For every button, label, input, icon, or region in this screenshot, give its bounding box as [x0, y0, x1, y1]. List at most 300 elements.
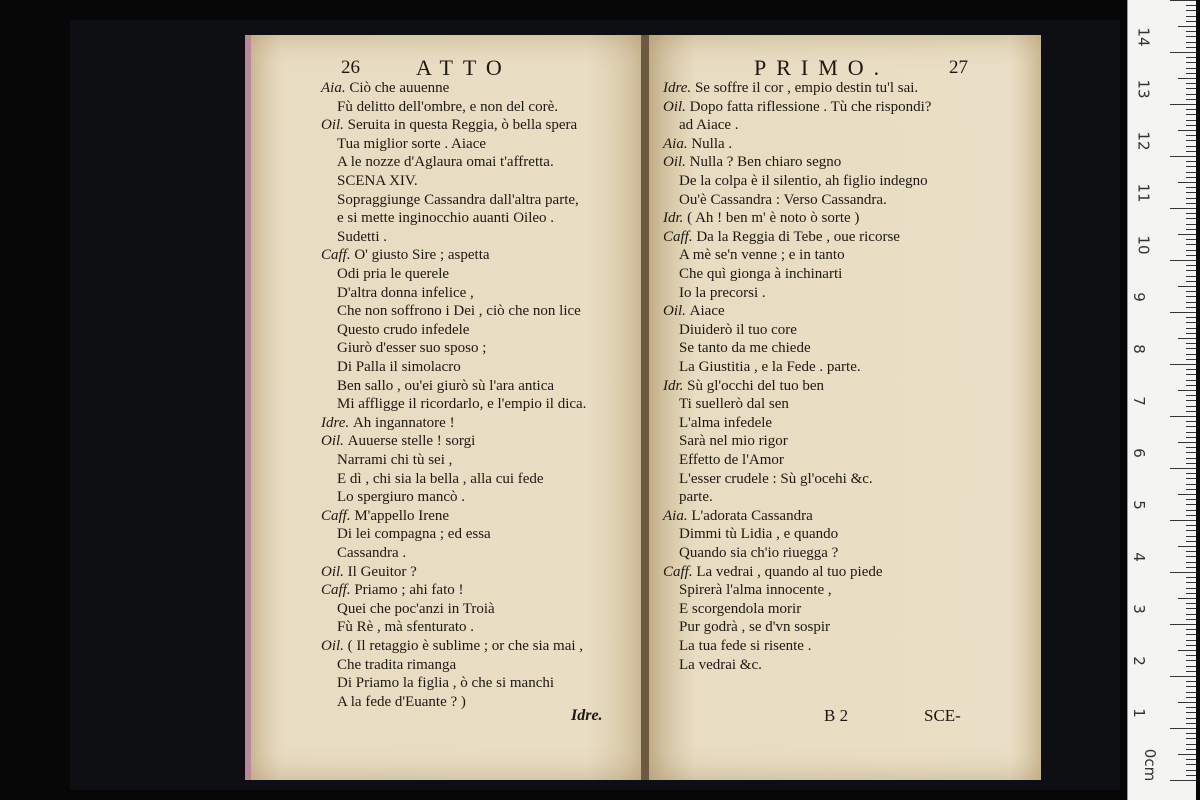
- right-page-number: 27: [949, 57, 968, 78]
- text-line: [337, 600, 495, 618]
- ruler-tick: [1186, 458, 1196, 459]
- ruler-tick: [1170, 0, 1196, 1]
- ruler-tick: [1178, 598, 1196, 599]
- text-line: [663, 135, 732, 153]
- ruler-tick: [1186, 291, 1196, 292]
- ruler-tick: [1186, 203, 1196, 204]
- text-line: [337, 395, 586, 413]
- text-line: [337, 451, 452, 469]
- left-catchword: Idre.: [571, 707, 603, 724]
- text-line: [337, 488, 465, 506]
- ruler-tick: [1186, 556, 1196, 557]
- ruler-tick: [1170, 676, 1196, 677]
- ruler-tick: [1186, 83, 1196, 84]
- ruler-tick: [1186, 166, 1196, 167]
- line-text: Che non soffrono i Dei , ciò che non lice: [337, 303, 581, 320]
- line-text: Pur godrà , se d'vn sospir: [679, 619, 831, 636]
- ruler-tick: [1186, 16, 1196, 17]
- ruler-tick: [1186, 31, 1196, 32]
- ruler-tick: [1186, 759, 1196, 760]
- ruler-tick: [1186, 515, 1196, 516]
- ruler-tick: [1186, 764, 1196, 765]
- ruler-tick: [1178, 390, 1196, 391]
- text-line: [337, 618, 474, 636]
- line-text: Priamo ; ahi fato !: [354, 582, 464, 599]
- ruler-tick: [1186, 614, 1196, 615]
- line-text: Fù Rè , mà sfenturato .: [337, 619, 475, 636]
- text-line: [679, 451, 784, 469]
- ruler-tick: [1186, 380, 1196, 381]
- line-text: Se soffre il cor , empio destin tu'l sai.: [694, 80, 919, 96]
- ruler-label: 6: [1129, 448, 1148, 458]
- ruler-tick: [1186, 135, 1196, 136]
- line-text: Narrami chi tù sei ,: [337, 452, 453, 468]
- line-text: Seruita in questa Reggia, ò bella spera: [347, 117, 578, 134]
- line-text: Ou'è Cassandra : Verso Cassandra.: [679, 191, 887, 208]
- ruler-tick: [1186, 239, 1196, 240]
- ruler-label: 1: [1129, 708, 1148, 718]
- ruler-tick: [1186, 588, 1196, 589]
- speaker-label: Oil.: [663, 303, 690, 320]
- line-text: La vedrai &c.: [679, 656, 762, 673]
- ruler-tick: [1178, 754, 1196, 755]
- ruler-tick: [1186, 489, 1196, 490]
- line-text: E dì , chi sia la bella , alla cui fede: [337, 470, 544, 487]
- ruler-label: 14: [1134, 27, 1153, 47]
- ruler-tick: [1186, 671, 1196, 672]
- text-line: [663, 228, 900, 246]
- ruler-tick: [1178, 442, 1196, 443]
- ruler-tick: [1186, 645, 1196, 646]
- ruler-tick: [1186, 400, 1196, 401]
- line-text: Quei che poc'anzi in Troià: [337, 600, 495, 617]
- ruler-tick: [1186, 62, 1196, 63]
- ruler-tick: [1186, 686, 1196, 687]
- ruler-tick: [1178, 546, 1196, 547]
- line-text: Sopraggiunge Cassandra dall'altra parte,: [337, 191, 579, 208]
- ruler-tick: [1170, 520, 1196, 521]
- ruler-tick: [1186, 666, 1196, 667]
- text-line: [337, 674, 554, 692]
- ruler-tick: [1186, 250, 1196, 251]
- line-text: L'alma infedele: [679, 414, 773, 431]
- text-line: [679, 637, 811, 655]
- ruler-tick: [1186, 525, 1196, 526]
- text-line: [679, 116, 739, 134]
- ruler-tick: [1186, 172, 1196, 173]
- ruler-tick: [1178, 702, 1196, 703]
- speaker-label: Aia.: [663, 135, 692, 152]
- ruler-tick: [1186, 47, 1196, 48]
- ruler-tick: [1186, 354, 1196, 355]
- ruler-tick: [1186, 718, 1196, 719]
- ruler-label: 8: [1129, 344, 1148, 354]
- signature-mark: B 2: [824, 706, 849, 725]
- text-line: [663, 302, 725, 320]
- ruler-tick: [1186, 5, 1196, 6]
- text-line: [321, 563, 417, 581]
- text-line: [337, 172, 418, 190]
- text-line: [321, 79, 449, 97]
- line-text: A le nozze d'Aglaura omai t'affretta.: [337, 154, 554, 171]
- line-text: De la colpa è il silentio, ah figlio indegno: [679, 173, 928, 189]
- ruler-tick: [1186, 125, 1196, 126]
- line-text: Auuerse stelle ! sorgi: [347, 433, 476, 450]
- text-line: [679, 432, 788, 450]
- ruler-label: 0cm: [1141, 748, 1160, 782]
- text-line: [321, 246, 490, 264]
- ruler-tick: [1170, 52, 1196, 53]
- ruler-tick: [1186, 244, 1196, 245]
- ruler-tick: [1186, 161, 1196, 162]
- line-text: Nulla ? Ben chiaro segno: [689, 154, 842, 171]
- line-text: L'adorata Cassandra: [691, 507, 813, 524]
- text-line: [679, 544, 838, 562]
- text-line: [679, 600, 801, 618]
- ruler-tick: [1186, 437, 1196, 438]
- speaker-label: Oil.: [321, 563, 348, 580]
- ruler-tick: [1186, 73, 1196, 74]
- ruler-tick: [1186, 541, 1196, 542]
- line-text: Sarà nel mio rigor: [679, 433, 788, 450]
- line-text: Spirerà l'alma innocente ,: [679, 582, 832, 599]
- line-text: Questo crudo infedele: [337, 321, 470, 338]
- ruler-tick: [1186, 749, 1196, 750]
- text-line: [679, 172, 928, 190]
- ruler-tick: [1186, 224, 1196, 225]
- ruler-label: 13: [1134, 79, 1153, 99]
- text-line: [663, 98, 931, 116]
- ruler-tick: [1186, 369, 1196, 370]
- ruler-tick: [1186, 744, 1196, 745]
- right-catchword: SCE-: [924, 706, 961, 725]
- ruler-tick: [1170, 208, 1196, 209]
- line-text: e si mette inginocchio auanti Oileo .: [337, 210, 555, 227]
- line-text: Diuiderò il tuo core: [679, 321, 797, 338]
- text-line: [663, 153, 841, 171]
- ruler-tick: [1186, 567, 1196, 568]
- ruler-tick: [1186, 255, 1196, 256]
- ruler-tick: [1170, 416, 1196, 417]
- ruler-tick: [1170, 468, 1196, 469]
- ruler-tick: [1186, 463, 1196, 464]
- ruler-tick: [1186, 348, 1196, 349]
- text-line: [337, 265, 449, 283]
- line-text: La tua fede si risente .: [679, 638, 812, 654]
- line-text: Ciò che auuenne: [349, 80, 450, 96]
- ruler-tick: [1186, 333, 1196, 334]
- text-line: [663, 507, 813, 525]
- ruler-tick: [1170, 156, 1196, 157]
- text-line: [679, 321, 797, 339]
- line-text: Che quì gionga à inchinarti: [679, 266, 843, 282]
- ruler-tick: [1186, 296, 1196, 297]
- text-line: [679, 246, 845, 264]
- ruler-label: 12: [1134, 131, 1153, 151]
- speaker-label: Caff.: [663, 563, 697, 580]
- line-text: Fù delitto dell'ombre, e non del corè.: [337, 98, 558, 115]
- ruler-tick: [1170, 104, 1196, 105]
- left-page: [245, 35, 647, 780]
- ruler-tick: [1186, 385, 1196, 386]
- line-text: Ah ingannatore !: [352, 414, 455, 431]
- ruler-label: 4: [1129, 552, 1148, 562]
- ruler-tick: [1178, 286, 1196, 287]
- speaker-label: Caff.: [321, 582, 355, 599]
- text-line: [679, 414, 772, 432]
- text-line: [337, 358, 461, 376]
- ruler-tick: [1186, 21, 1196, 22]
- text-line: [337, 656, 456, 674]
- line-text: E scorgendola morir: [679, 600, 802, 617]
- ruler-tick: [1186, 723, 1196, 724]
- text-line: [663, 563, 883, 581]
- text-line: [679, 265, 842, 283]
- line-text: La Giustitia , e la Fede . parte.: [679, 359, 861, 375]
- ruler-tick: [1186, 343, 1196, 344]
- ruler-tick: [1186, 307, 1196, 308]
- ruler-tick: [1178, 78, 1196, 79]
- line-text: Da la Reggia di Tebe , oue ricorse: [696, 228, 900, 245]
- text-line: [321, 432, 475, 450]
- ruler-tick: [1186, 42, 1196, 43]
- measuring-ruler: [1127, 0, 1196, 800]
- ruler-tick: [1170, 728, 1196, 729]
- text-line: [337, 209, 554, 227]
- ruler-tick: [1186, 452, 1196, 453]
- ruler-tick: [1186, 411, 1196, 412]
- ruler-tick: [1186, 608, 1196, 609]
- ruler-tick: [1186, 229, 1196, 230]
- ruler-tick: [1186, 406, 1196, 407]
- line-text: ( Il retaggio è sublime ; or che sia mai ,: [347, 638, 584, 654]
- ruler-tick: [1186, 447, 1196, 448]
- line-text: Ti suellerò dal sen: [679, 396, 789, 413]
- ruler-tick: [1186, 94, 1196, 95]
- line-text: La vedrai , quando al tuo piede: [696, 563, 883, 580]
- text-line: [337, 153, 554, 171]
- ruler-tick: [1186, 634, 1196, 635]
- text-line: [679, 618, 830, 636]
- text-line: [337, 321, 469, 339]
- line-text: Dimmi tù Lidia , e quando: [679, 526, 839, 543]
- right-running-head: PRIMO.: [754, 55, 890, 80]
- text-line: [679, 488, 713, 506]
- ruler-label: 7: [1129, 396, 1148, 406]
- speaker-label: Idre.: [663, 80, 695, 96]
- line-text: Sudetti .: [337, 228, 388, 245]
- line-text: M'appello Irene: [354, 507, 450, 524]
- text-line: [679, 191, 887, 209]
- line-text: Se tanto da me chiede: [679, 340, 811, 357]
- ruler-tick: [1186, 640, 1196, 641]
- ruler-tick: [1186, 302, 1196, 303]
- line-text: Mi affligge il ricordarlo, e l'empio il dica.: [337, 396, 587, 413]
- ruler-tick: [1186, 146, 1196, 147]
- text-line: [337, 525, 491, 543]
- line-text: Cassandra .: [337, 545, 407, 561]
- line-text: Di Palla il simolacro: [337, 359, 461, 375]
- text-line: [337, 377, 554, 395]
- speaker-label: Oil.: [321, 638, 348, 654]
- ruler-tick: [1186, 359, 1196, 360]
- text-line: [337, 302, 581, 320]
- ruler-label: 5: [1129, 500, 1148, 510]
- line-text: Che tradita rimanga: [337, 656, 457, 673]
- right-page: [649, 35, 1041, 780]
- speaker-label: Aia.: [663, 507, 692, 524]
- line-text: SCENA XIV.: [337, 173, 418, 189]
- ruler-tick: [1186, 473, 1196, 474]
- ruler-tick: [1186, 99, 1196, 100]
- line-text: L'esser crudele : Sù gl'ocehi &c.: [679, 470, 873, 487]
- ruler-tick: [1186, 733, 1196, 734]
- ruler-tick: [1186, 88, 1196, 89]
- ruler-tick: [1186, 484, 1196, 485]
- text-line: [679, 581, 832, 599]
- line-text: Odi pria le querele: [337, 266, 450, 282]
- line-text: Quando sia ch'io riuegga ?: [679, 545, 839, 561]
- ruler-tick: [1186, 593, 1196, 594]
- ruler-tick: [1186, 374, 1196, 375]
- line-text: Aiace: [689, 303, 725, 320]
- text-line: [679, 525, 838, 543]
- ruler-tick: [1186, 504, 1196, 505]
- ruler-tick: [1186, 577, 1196, 578]
- ruler-tick: [1186, 109, 1196, 110]
- ruler-tick: [1170, 312, 1196, 313]
- line-text: Io la precorsi .: [679, 284, 766, 301]
- ruler-tick: [1186, 775, 1196, 776]
- line-text: ( Ah ! ben m' è noto ò sorte ): [687, 210, 860, 227]
- line-text: Effetto de l'Amor: [679, 452, 784, 468]
- line-text: Sù gl'occhi del tuo ben: [687, 377, 825, 394]
- text-line: [321, 116, 577, 134]
- text-line: [337, 470, 544, 488]
- text-line: [663, 209, 859, 227]
- speaker-label: Caff.: [321, 507, 355, 524]
- ruler-tick: [1186, 177, 1196, 178]
- ruler-tick: [1186, 536, 1196, 537]
- open-book: [245, 35, 1045, 785]
- speaker-label: Caff.: [321, 247, 355, 264]
- ruler-tick: [1170, 260, 1196, 261]
- ruler-tick: [1186, 681, 1196, 682]
- ruler-tick: [1186, 619, 1196, 620]
- text-line: [679, 470, 873, 488]
- line-text: Tua miglior sorte . Aiace: [337, 135, 487, 152]
- text-line: [663, 377, 824, 395]
- book-gutter: [641, 35, 649, 780]
- text-line: [337, 228, 387, 246]
- ruler-tick: [1178, 494, 1196, 495]
- ruler-tick: [1178, 650, 1196, 651]
- ruler-tick: [1186, 655, 1196, 656]
- ruler-tick: [1178, 182, 1196, 183]
- text-line: [679, 395, 789, 413]
- text-line: [337, 98, 558, 116]
- line-text: Il Geuitor ?: [347, 563, 417, 580]
- text-line: [679, 358, 861, 376]
- speaker-label: Caff.: [663, 228, 697, 245]
- ruler-tick: [1186, 582, 1196, 583]
- text-line: [321, 507, 449, 525]
- speaker-label: Oil.: [663, 98, 690, 115]
- ruler-tick: [1186, 265, 1196, 266]
- ruler-tick: [1186, 68, 1196, 69]
- ruler-tick: [1186, 322, 1196, 323]
- ruler-tick: [1186, 198, 1196, 199]
- left-running-head: ATTO: [416, 55, 512, 80]
- speaker-label: Oil.: [321, 433, 348, 450]
- ruler-tick: [1186, 192, 1196, 193]
- ruler-tick: [1186, 432, 1196, 433]
- line-text: ad Aiace .: [679, 117, 739, 134]
- ruler-tick: [1186, 36, 1196, 37]
- text-line: [679, 656, 762, 674]
- text-line: [337, 135, 486, 153]
- line-text: O' giusto Sire ; aspetta: [354, 247, 490, 264]
- ruler-tick: [1186, 395, 1196, 396]
- text-line: [321, 581, 463, 599]
- ruler-label: 11: [1134, 183, 1153, 203]
- speaker-label: Idr.: [663, 210, 688, 227]
- line-text: Giurò d'esser suo sposo ;: [337, 340, 487, 357]
- line-text: A mè se'n venne ; e in tanto: [679, 247, 845, 264]
- text-line: [663, 79, 918, 97]
- text-line: [679, 339, 811, 357]
- line-text: Ben sallo , ou'ei giurò sù l'ara antica: [337, 377, 555, 394]
- text-line: [337, 693, 466, 711]
- speaker-label: Aia.: [321, 80, 350, 96]
- speaker-label: Idr.: [663, 377, 688, 394]
- ruler-tick: [1186, 187, 1196, 188]
- ruler-tick: [1186, 660, 1196, 661]
- ruler-tick: [1170, 780, 1196, 781]
- ruler-tick: [1186, 151, 1196, 152]
- ruler-tick: [1178, 338, 1196, 339]
- ruler-tick: [1186, 712, 1196, 713]
- left-page-number: 26: [341, 57, 360, 78]
- line-text: A la fede d'Euante ? ): [337, 693, 466, 710]
- ruler-tick: [1186, 114, 1196, 115]
- ruler-tick: [1186, 603, 1196, 604]
- ruler-label: 9: [1129, 292, 1148, 302]
- text-line: [679, 284, 766, 302]
- text-line: [337, 544, 406, 562]
- ruler-tick: [1186, 478, 1196, 479]
- ruler-tick: [1186, 629, 1196, 630]
- text-line: [337, 191, 579, 209]
- ruler-tick: [1186, 421, 1196, 422]
- text-line: [321, 414, 455, 432]
- line-text: Dopo fatta riflessione . Tù che rispondi?: [689, 98, 932, 115]
- speaker-label: Idre.: [321, 414, 353, 431]
- line-text: Di Priamo la figlia , ò che si manchi: [337, 675, 555, 692]
- ruler-tick: [1170, 572, 1196, 573]
- speaker-label: Oil.: [663, 154, 690, 171]
- ruler-tick: [1186, 707, 1196, 708]
- ruler-tick: [1186, 738, 1196, 739]
- line-text: Di lei compagna ; ed essa: [337, 526, 491, 543]
- ruler-tick: [1186, 770, 1196, 771]
- ruler-tick: [1186, 510, 1196, 511]
- line-text: Nulla .: [691, 135, 733, 152]
- line-text: parte.: [679, 489, 713, 506]
- text-line: [337, 339, 486, 357]
- ruler-tick: [1186, 551, 1196, 552]
- speaker-label: Oil.: [321, 117, 348, 134]
